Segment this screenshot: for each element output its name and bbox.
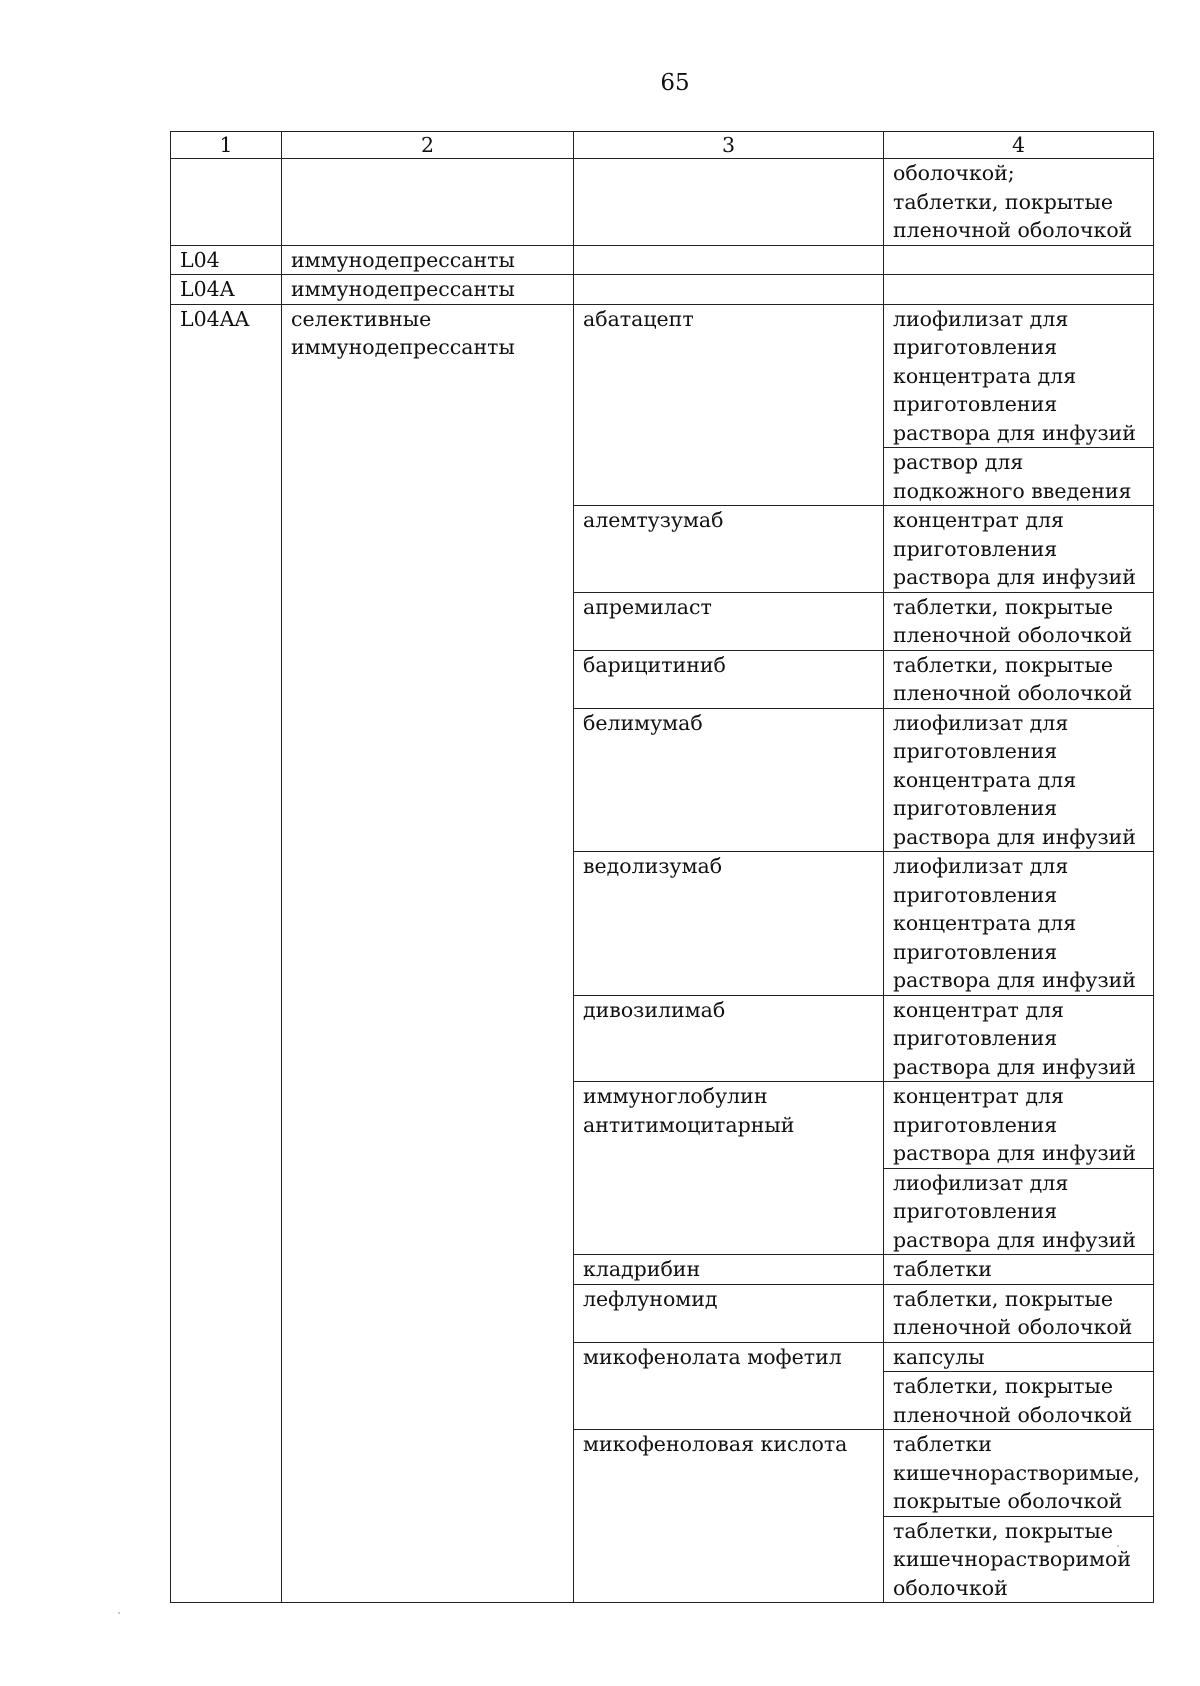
drug-name-cell: кладрибин (574, 1255, 884, 1285)
dosage-form-cell: лиофилизат для приготовления раствора для инфузий (884, 1168, 1154, 1255)
dosage-form-cell (884, 245, 1154, 275)
group-name-cell: селективные иммунодепрессанты (282, 304, 574, 1603)
column-header: 1 (171, 132, 282, 159)
drug-table (170, 131, 1154, 1603)
column-header: 2 (282, 132, 574, 159)
dosage-form-cell: таблетки, покрытые кишечнорастворимой оболочкой (884, 1516, 1154, 1603)
scan-speck (1117, 1545, 1119, 1547)
drug-name-cell: барицитиниб (574, 650, 884, 708)
dosage-form-cell: таблетки, покрытые пленочной оболочкой (884, 1372, 1154, 1430)
drug-name-cell: лефлуномид (574, 1284, 884, 1342)
page-number: 65 (660, 70, 690, 96)
dosage-form-cell: таблетки, покрытые пленочной оболочкой (884, 592, 1154, 650)
dosage-form-cell: оболочкой; таблетки, покрытые пленочной оболочкой (884, 159, 1154, 246)
atc-code-cell: L04 (171, 245, 282, 275)
drug-name-cell: ведолизумаб (574, 852, 884, 996)
group-name-cell (282, 159, 574, 246)
dosage-form-cell (884, 275, 1154, 305)
drug-name-cell: белимумаб (574, 708, 884, 852)
group-name-cell: иммунодепрессанты (282, 275, 574, 305)
group-name-cell: иммунодепрессанты (282, 245, 574, 275)
drug-name-cell: апремиласт (574, 592, 884, 650)
drug-name-cell: дивозилимаб (574, 995, 884, 1082)
table-row (171, 159, 1154, 246)
atc-code-cell: L04A (171, 275, 282, 305)
dosage-form-cell: капсулы (884, 1342, 1154, 1372)
dosage-form-cell: концентрат для приготовления раствора для инфузий (884, 506, 1154, 593)
drug-name-cell: абатацепт (574, 304, 884, 506)
drug-name-cell (574, 275, 884, 305)
dosage-form-cell: концентрат для приготовления раствора для инфузий (884, 995, 1154, 1082)
dosage-form-cell: раствор для подкожного введения (884, 448, 1154, 506)
table-row (171, 304, 1154, 448)
table-body (171, 159, 1154, 1603)
drug-name-cell: иммуноглобулин антитимоцитарный (574, 1082, 884, 1255)
drug-name-cell (574, 245, 884, 275)
dosage-form-cell: лиофилизат для приготовления концентрата для приготовления раствора для инфузий (884, 304, 1154, 448)
atc-code-cell: L04AA (171, 304, 282, 1603)
dosage-form-cell: таблетки, покрытые пленочной оболочкой (884, 1284, 1154, 1342)
table-row (171, 275, 1154, 305)
atc-code-cell (171, 159, 282, 246)
drug-name-cell: алемтузумаб (574, 506, 884, 593)
dosage-form-cell: таблетки (884, 1255, 1154, 1285)
dosage-form-cell: лиофилизат для приготовления концентрата для приготовления раствора для инфузий (884, 708, 1154, 852)
table-header-row (171, 132, 1154, 159)
scan-speck (118, 1612, 120, 1614)
dosage-form-cell: лиофилизат для приготовления концентрата для приготовления раствора для инфузий (884, 852, 1154, 996)
dosage-form-cell: таблетки, покрытые пленочной оболочкой (884, 650, 1154, 708)
drug-name-cell: микофенолата мофетил (574, 1342, 884, 1430)
dosage-form-cell: таблетки кишечнорастворимые, покрытые оболочкой (884, 1430, 1154, 1517)
drug-name-cell (574, 159, 884, 246)
column-header: 3 (574, 132, 884, 159)
dosage-form-cell: концентрат для приготовления раствора для инфузий (884, 1082, 1154, 1169)
column-header: 4 (884, 132, 1154, 159)
table-row (171, 245, 1154, 275)
drug-name-cell: микофеноловая кислота (574, 1430, 884, 1603)
